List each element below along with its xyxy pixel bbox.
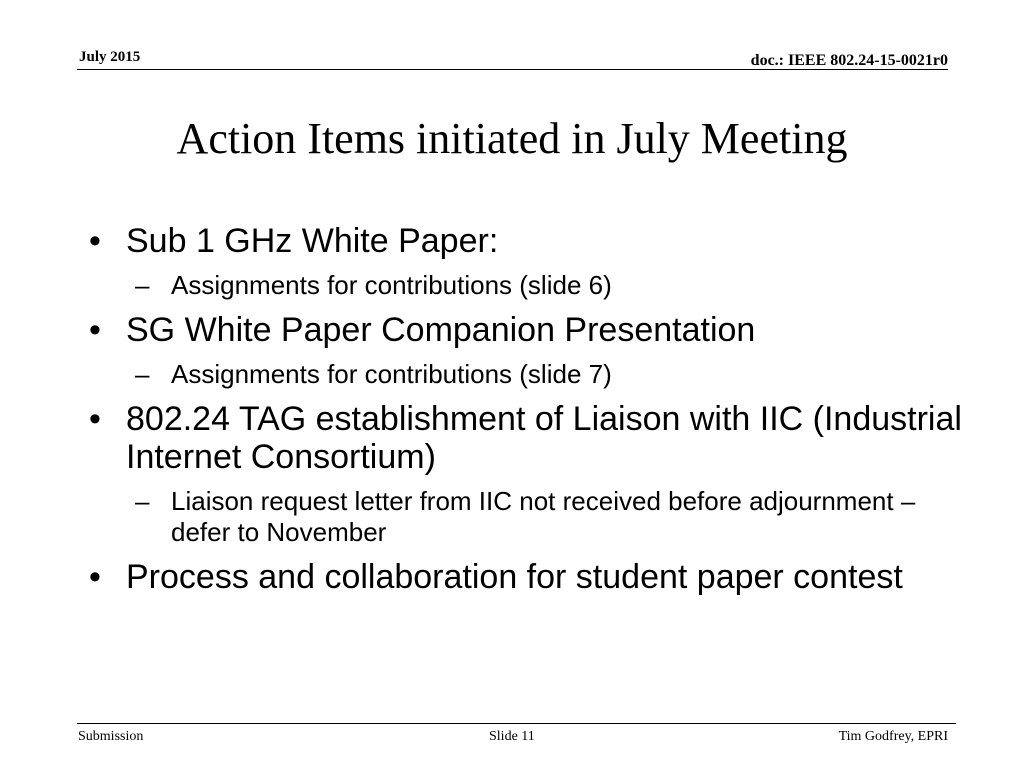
footer-slide-number: Slide 11 — [489, 729, 535, 744]
dash-icon: – — [135, 270, 150, 300]
bullet-icon: • — [89, 311, 101, 349]
bullet-text: Process and collaboration for student paper contest — [126, 558, 903, 596]
bullet-icon: • — [89, 558, 101, 596]
bullet-text: 802.24 TAG establishment of Liaison with IIC (Industrial Internet Consortium) — [126, 400, 962, 476]
header-date: July 2015 — [79, 49, 141, 65]
bullet-item — [89, 311, 969, 349]
bullet-icon: • — [89, 222, 101, 260]
dash-icon: – — [135, 359, 150, 389]
sub-bullet-text: Assignments for contributions (slide 7) — [171, 359, 612, 389]
bullet-item — [89, 558, 969, 596]
header-divider — [77, 69, 948, 70]
slide-title: Action Items initiated in July Meeting — [176, 114, 848, 163]
sub-bullet-item — [135, 486, 969, 548]
slide-body — [89, 222, 969, 606]
footer-author: Tim Godfrey, EPRI — [838, 729, 948, 744]
sub-bullet-item — [135, 270, 969, 301]
bullet-icon: • — [89, 400, 101, 438]
sub-bullet-text: Assignments for contributions (slide 6) — [171, 270, 612, 300]
bullet-text: Sub 1 GHz White Paper: — [126, 222, 499, 260]
footer-divider — [77, 723, 956, 724]
header-doc-id: doc.: IEEE 802.24-15-0021r0 — [750, 52, 948, 69]
bullet-item — [89, 222, 969, 260]
sub-bullet-text: Liaison request letter from IIC not received before adjournment – defer to November — [171, 486, 916, 547]
footer-submission: Submission — [78, 729, 144, 744]
dash-icon: – — [135, 486, 150, 516]
sub-bullet-item — [135, 359, 969, 390]
bullet-text: SG White Paper Companion Presentation — [126, 311, 756, 349]
bullet-item — [89, 400, 969, 476]
